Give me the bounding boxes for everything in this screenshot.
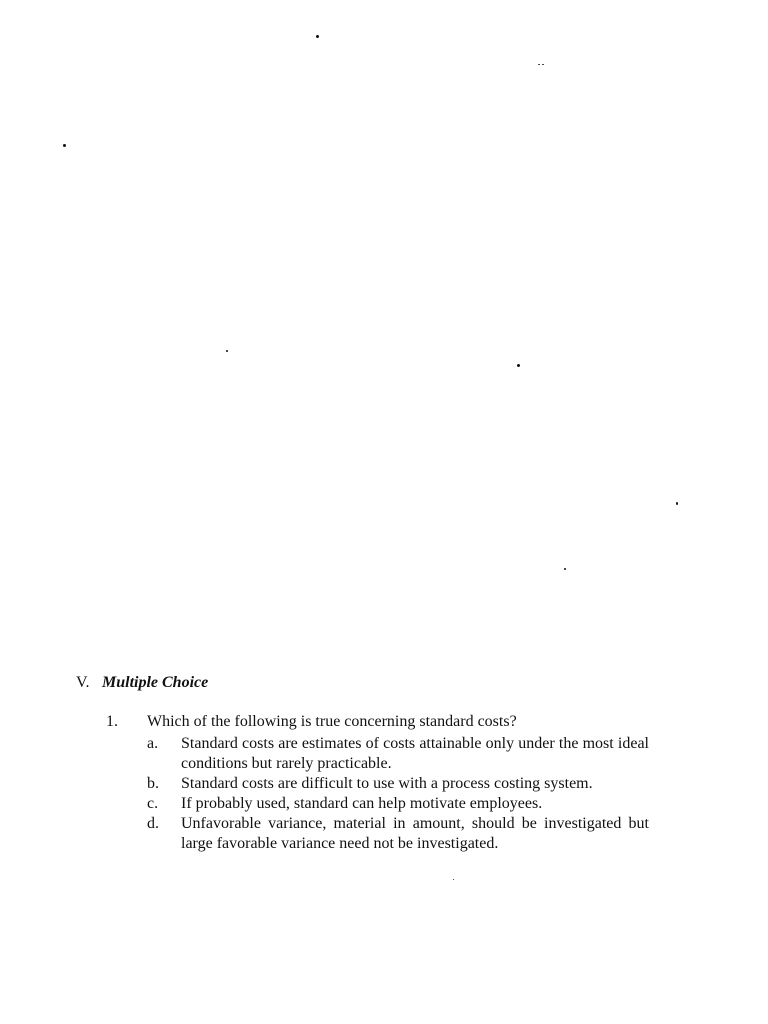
- option-d-text: Unfavorable variance, material in amount, should be investigated but large favorable variance need not be investigated.: [181, 815, 649, 852]
- option-c-letter: c.: [147, 795, 159, 812]
- option-c-text: If probably used, standard can help motivate employees.: [181, 795, 543, 812]
- section-title: Multiple Choice: [102, 674, 209, 691]
- section-numeral: V.: [76, 674, 90, 691]
- option-d-letter: d.: [147, 815, 159, 832]
- question-number: 1.: [106, 713, 118, 730]
- scan-speck: [676, 502, 678, 505]
- scan-speck: [517, 364, 520, 367]
- scan-speck: [564, 568, 566, 570]
- scan-speck: [542, 64, 544, 65]
- scan-speck: [63, 144, 66, 147]
- scan-speck: [226, 350, 228, 352]
- question-text: Which of the following is true concerning standard costs?: [147, 713, 517, 730]
- section-heading: [76, 673, 208, 693]
- option-a-letter: a.: [147, 735, 159, 752]
- option-a-text: Standard costs are estimates of costs attainable only under the most ideal conditions but rarely practicable.: [181, 735, 649, 772]
- option-b-letter: b.: [147, 775, 159, 792]
- scan-speck: [538, 64, 540, 65]
- scan-speck: [453, 879, 454, 880]
- option-b-text: Standard costs are difficult to use with a process costing system.: [181, 775, 593, 792]
- scan-speck: [316, 35, 319, 38]
